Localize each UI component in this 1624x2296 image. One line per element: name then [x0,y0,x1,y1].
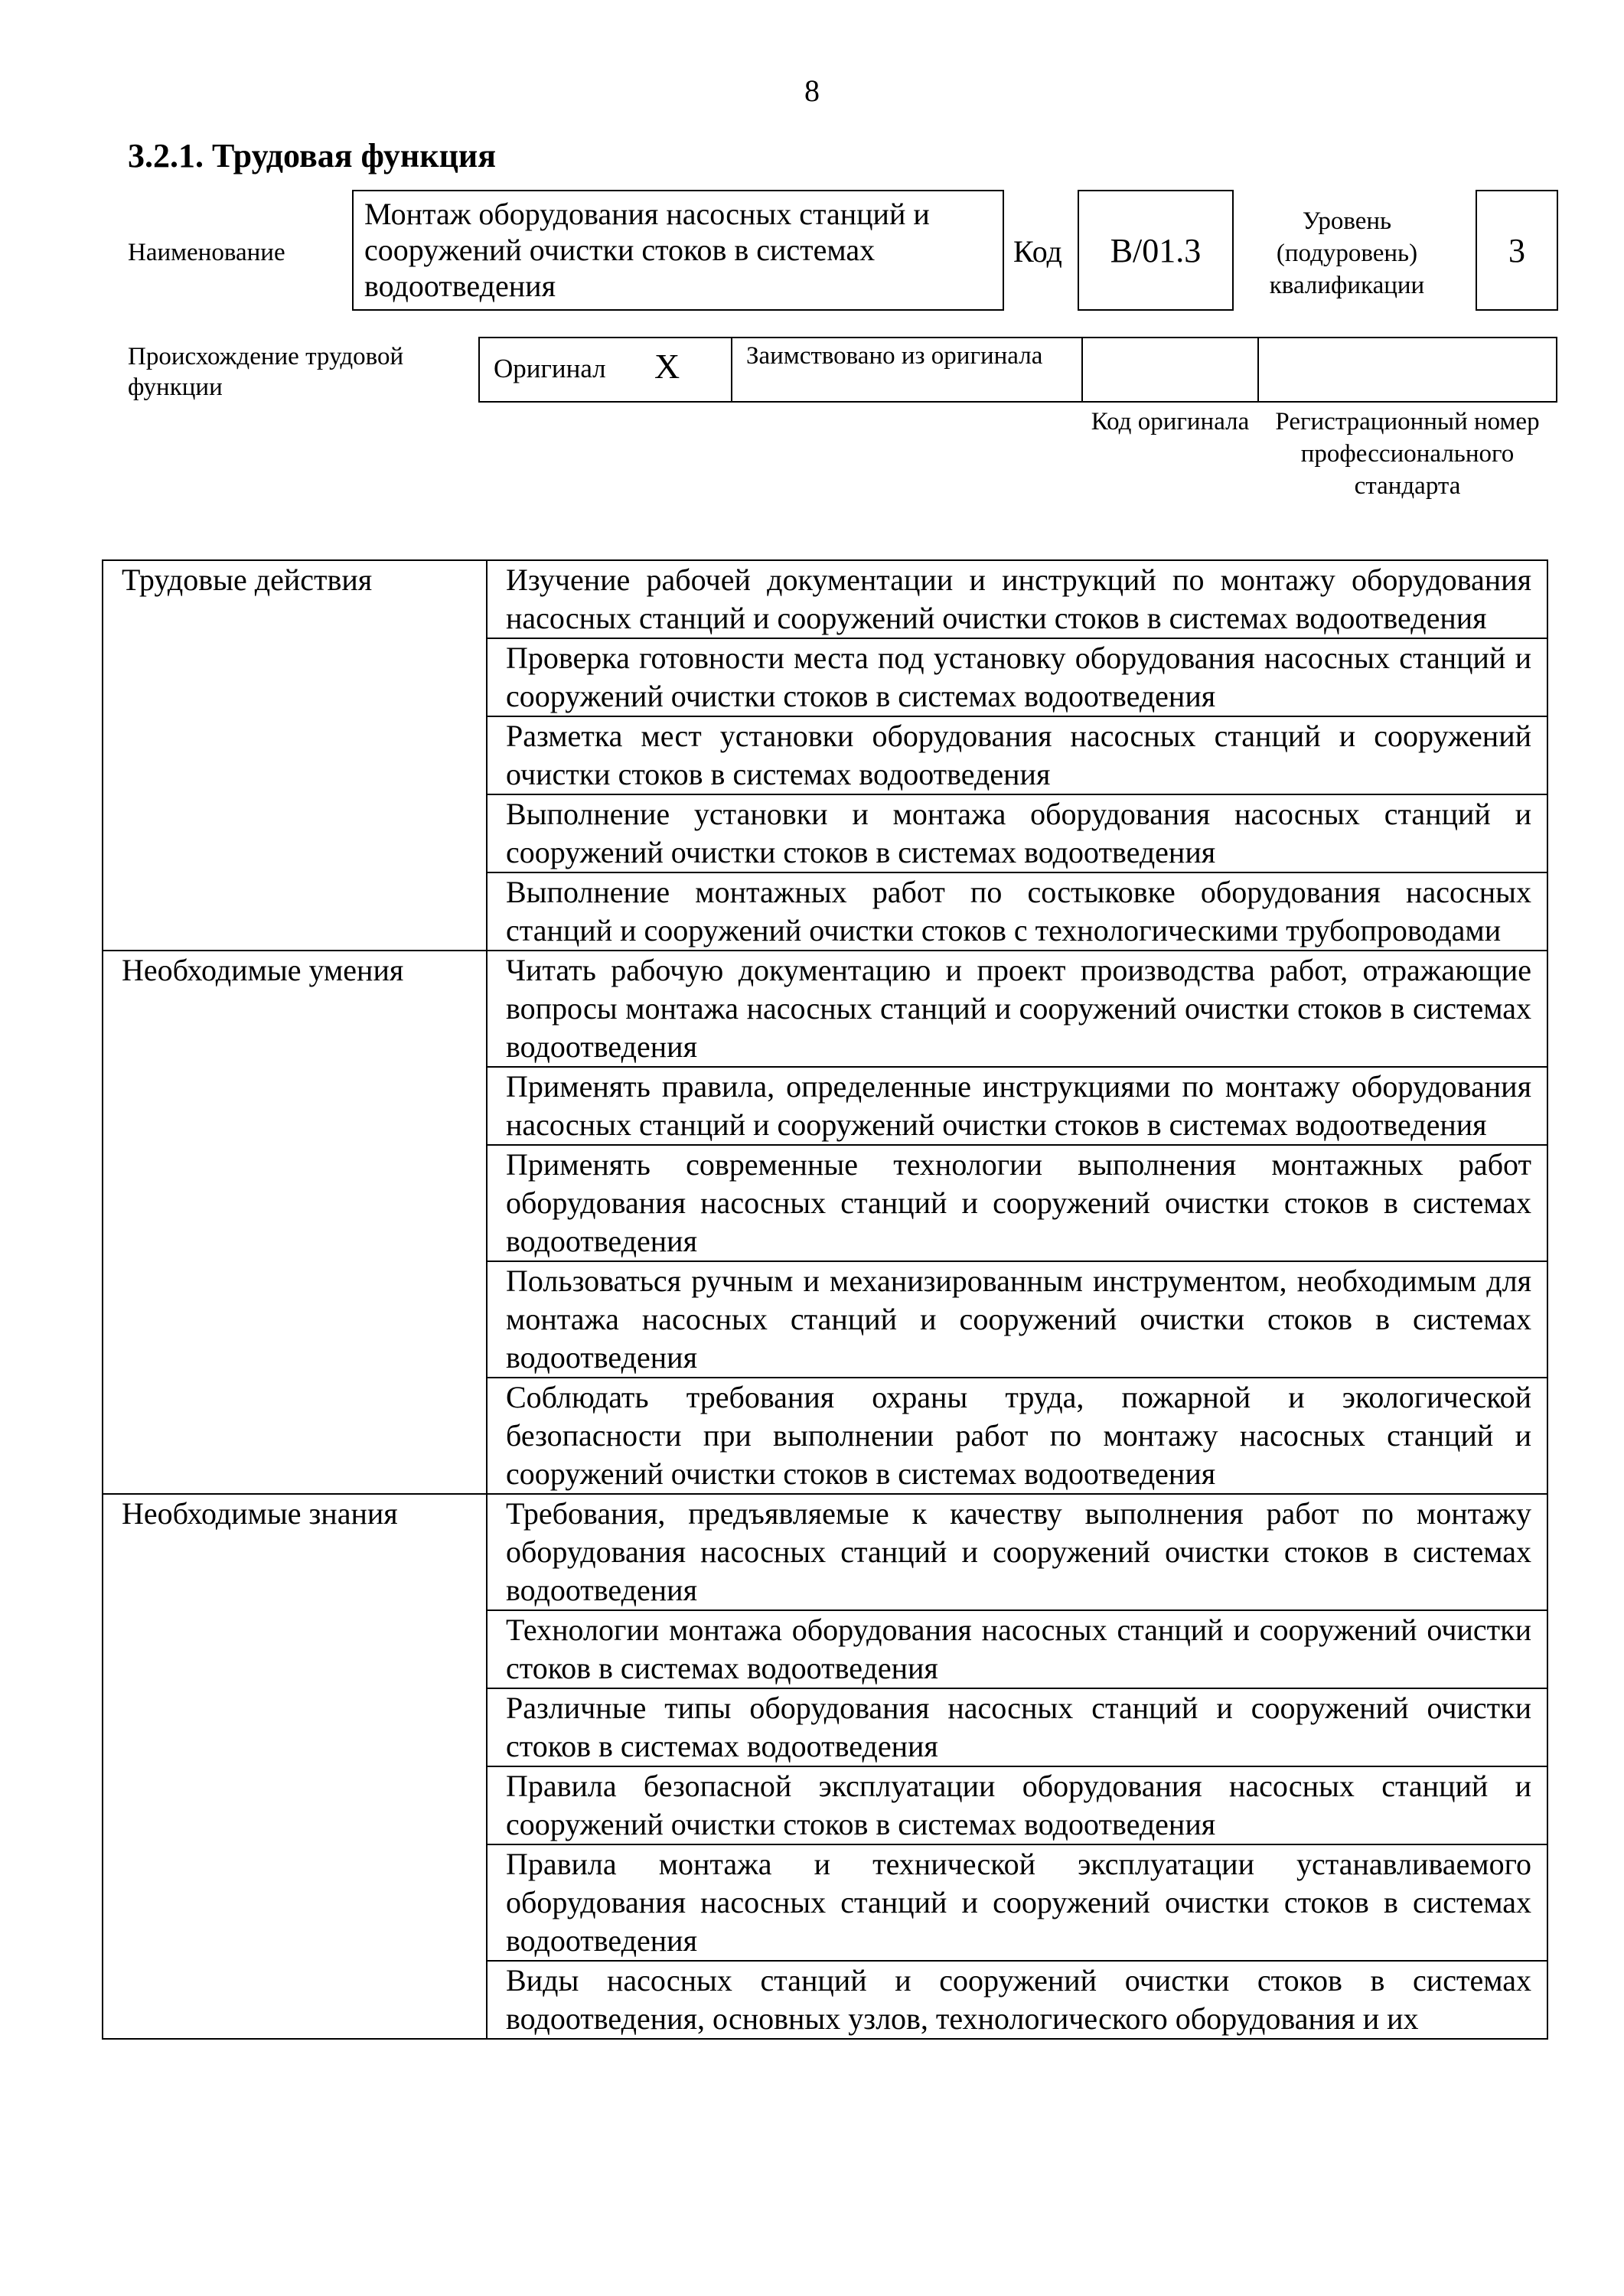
requirement-item: Применять современные технологии выполнения монтажных работ оборудования насосных станций и сооружений очистки стоков в системах водоотведения [487,1145,1547,1261]
requirement-item: Требования, предъявляемые к качеству выполнения работ по монтажу оборудования насосных станций и сооружений очистки стоков в системах водоотведения [487,1494,1547,1610]
requirement-item: Правила монтажа и технической эксплуатации устанавливаемого оборудования насосных станций и сооружений очистки стоков в системах водоотведения [487,1844,1547,1961]
requirement-item: Соблюдать требования охраны труда, пожарной и экологической безопасности при выполнении работ по монтажу насосных станций и сооружений очистки стоков в системах водоотведения [487,1378,1547,1494]
labor-function-table [102,559,1548,2040]
requirement-item: Выполнение установки и монтажа оборудования насосных станций и сооружений очистки стоков в системах водоотведения [487,794,1547,872]
requirement-item: Разметка мест установки оборудования насосных станций и сооружений очистки стоков в системах водоотведения [487,716,1547,794]
function-name-value: Монтаж оборудования насосных станций и сооружений очистки стоков в системах водоотведения [364,197,930,303]
name-label: Наименование [128,239,285,266]
requirement-item: Изучение рабочей документации и инструкций по монтажу оборудования насосных станций и сооружений очистки стоков в системах водоотведения [487,560,1547,638]
requirement-item: Применять правила, определенные инструкциями по монтажу оборудования насосных станций и сооружений очистки стоков в системах водоотведения [487,1067,1547,1145]
origin-label: Происхождение трудовой функции [128,343,404,401]
qualification-level-value: 3 [1508,231,1525,269]
original-code-caption: Код оригинала [1091,408,1250,435]
qualification-level-box [1476,190,1558,311]
qualification-level-label: Уровень (подуровень) квалификации [1269,207,1425,299]
section-title: 3.2.1. Трудовая функция [128,137,497,174]
origin-registration-cell [1257,337,1557,403]
table-row [103,560,1547,638]
origin-code-cell [1081,337,1259,403]
category-cell: Необходимые знания [103,1494,487,2039]
code-label: Код [1013,234,1062,269]
table-row [103,1494,1547,1610]
requirement-item: Технологии монтажа оборудования насосных станций и сооружений очистки стоков в системах водоотведения [487,1610,1547,1688]
code-value: B/01.3 [1110,231,1202,269]
requirement-item: Пользоваться ручным и механизированным инструментом, необходимым для монтажа насосных станций и сооружений очистки стоков в системах водоотведения [487,1261,1547,1378]
requirement-item: Различные типы оборудования насосных станций и сооружений очистки стоков в системах водоотведения [487,1688,1547,1766]
function-name-box [352,190,1004,311]
original-mark: X [654,347,680,386]
requirement-item: Виды насосных станций и сооружений очистки стоков в системах водоотведения, основных узлов, технологического оборудования и их [487,1961,1547,2039]
requirement-item: Читать рабочую документацию и проект производства работ, отражающие вопросы монтажа насосных станций и сооружений очистки стоков в системах водоотведения [487,951,1547,1067]
category-cell: Трудовые действия [103,560,487,951]
registration-number-caption: Регистрационный номер профессионального стандарта [1275,408,1540,500]
borrowed-label: Заимствовано из оригинала [746,342,1043,370]
requirement-item: Правила безопасной эксплуатации оборудования насосных станций и сооружений очистки стоков в системах водоотведения [487,1766,1547,1844]
category-cell: Необходимые умения [103,951,487,1494]
requirement-item: Выполнение монтажных работ по состыковке оборудования насосных станций и сооружений очистки стоков с технологическими трубопроводами [487,872,1547,951]
table-row [103,951,1547,1067]
original-label: Оригинал [494,354,606,383]
page-number: 8 [804,73,820,108]
code-box [1078,190,1234,311]
requirement-item: Проверка готовности места под установку оборудования насосных станций и сооружений очистки стоков в системах водоотведения [487,638,1547,716]
